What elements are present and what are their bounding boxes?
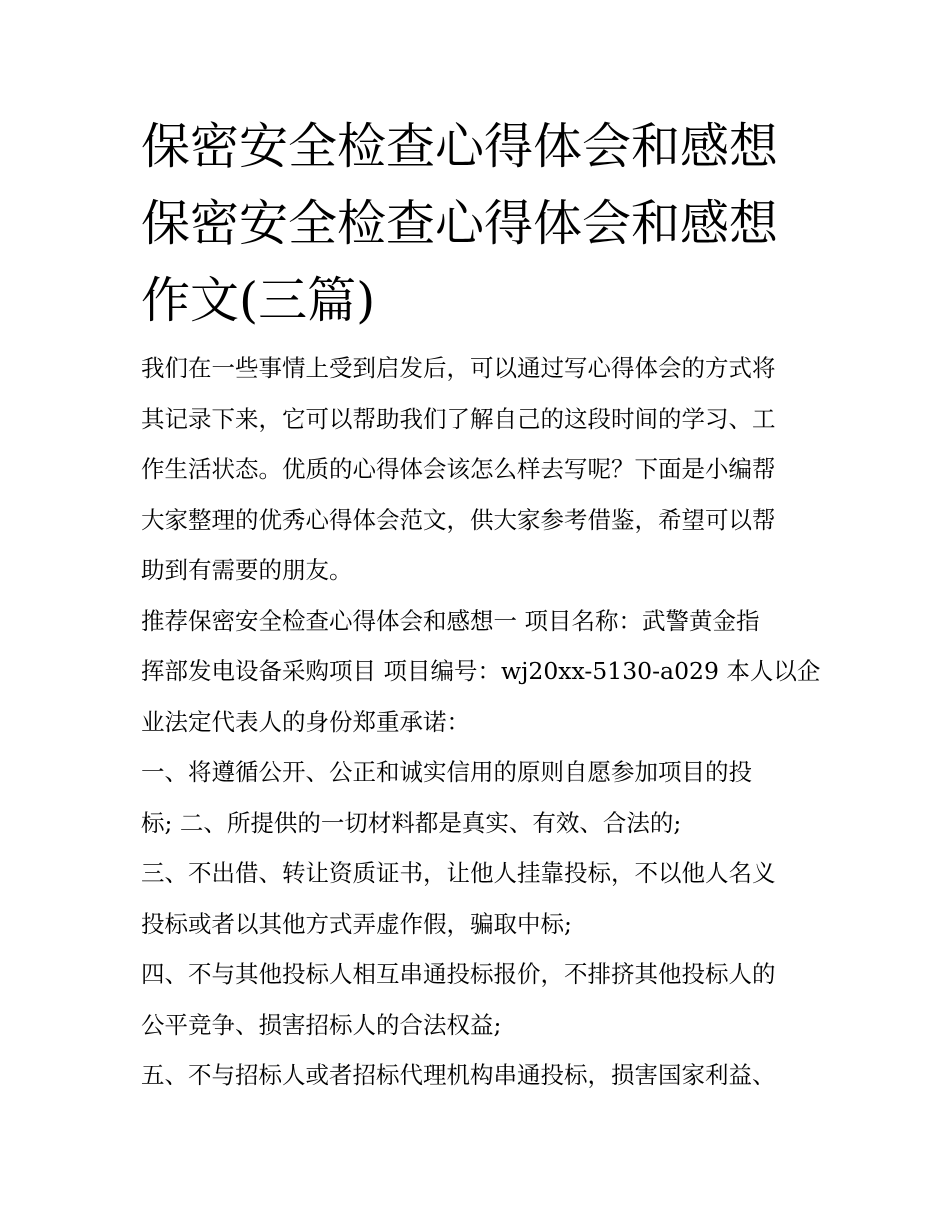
text-line: 助到有需要的朋友。 (141, 556, 353, 584)
text-line: 大家整理的优秀心得体会范文，供大家参考借鉴，希望可以帮 (141, 505, 776, 534)
text-line: 三、不出借、转让资质证书，让他人挂靠投标，不以他人名义 (141, 859, 776, 887)
pledge-item-4 (141, 949, 817, 1050)
text-line: 标; 二、所提供的一切材料都是真实、有效、合法的; (141, 808, 682, 837)
document-title (141, 108, 817, 339)
text-line: 公平竞争、损害招标人的合法权益; (141, 1010, 502, 1039)
text-line: 其记录下来，它可以帮助我们了解自己的这段时间的学习、工 (141, 404, 776, 433)
title-line: 作文(三篇) (141, 272, 376, 329)
document-content (141, 108, 821, 1101)
text-line: 四、不与其他投标人相互串通投标报价，不排挤其他投标人的 (141, 960, 776, 988)
text-line: 五、不与招标人或者招标代理机构串通投标，损害国家利益、 (141, 1061, 776, 1089)
title-line: 保密安全检查心得体会和感想 (141, 118, 779, 175)
text-line: 我们在一些事情上受到启发后，可以通过写心得体会的方式将 (141, 354, 776, 382)
text-line: 挥部发电设备采购项目 项目编号：wj20xx-5130-a029 本人以企 (141, 657, 821, 685)
document-body (141, 343, 821, 1101)
text-line: 业法定代表人的身份郑重承诺： (141, 707, 470, 736)
pledge-item-5 (141, 1050, 817, 1101)
text-line: 作生活状态。优质的心得体会该怎么样去写呢？下面是小编帮 (141, 455, 776, 483)
project-paragraph (141, 596, 821, 748)
intro-paragraph (141, 343, 817, 596)
pledge-item-3 (141, 848, 817, 949)
pledge-item-1 (141, 747, 817, 848)
title-line: 保密安全检查心得体会和感想 (141, 195, 779, 252)
text-line: 推荐保密安全检查心得体会和感想一 项目名称：武警黄金指 (141, 606, 760, 635)
text-line: 一、将遵循公开、公正和诚实信用的原则自愿参加项目的投 (141, 758, 752, 786)
text-line: 投标或者以其他方式弄虚作假，骗取中标; (141, 909, 572, 938)
